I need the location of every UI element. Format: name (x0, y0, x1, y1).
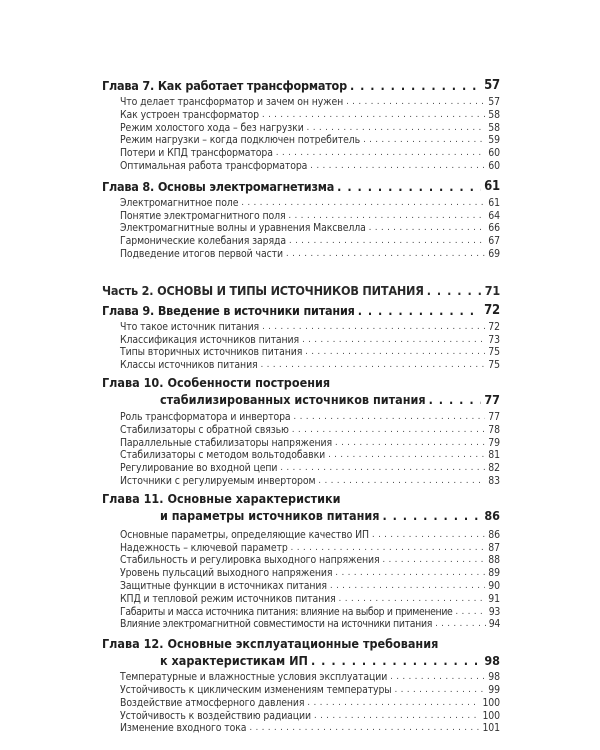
chapter-page: 72 (484, 302, 500, 318)
entry-title: Режим холостого хода – без нагрузки (120, 121, 304, 134)
chapter-title-line-2: к характеристикам ИП (160, 653, 308, 669)
leader-dots (289, 235, 485, 248)
leader-dots (261, 359, 486, 372)
toc-entry[interactable] (102, 109, 500, 122)
toc-entry[interactable] (102, 671, 500, 684)
entry-page: 73 (488, 333, 500, 346)
entry-title: Режим нагрузки – когда подключен потребитель (120, 134, 361, 147)
entry-title: Классификация источников питания (120, 333, 300, 346)
leader-dots (318, 475, 485, 488)
entry-page: 90 (488, 579, 500, 592)
chapter-page: 77 (484, 391, 500, 407)
chapter-page: 98 (484, 653, 500, 669)
toc-entry[interactable] (102, 684, 500, 697)
entry-title: Источники с регулируемым инвертором (120, 474, 316, 487)
toc-entry[interactable] (102, 222, 500, 235)
toc-entry[interactable] (102, 529, 500, 542)
toc-sections-ch8 (102, 197, 500, 261)
leader-dots (294, 411, 486, 424)
leader-dots (276, 147, 485, 160)
toc-entry[interactable] (102, 235, 500, 248)
entry-title: КПД и тепловой режим источников питания (120, 592, 336, 605)
chapter-page: 61 (484, 178, 500, 194)
entry-title: Стабилизаторы с методом вольтодобавки (120, 449, 326, 462)
part-page: 71 (484, 282, 500, 298)
entry-title: Классы источников питания (120, 359, 258, 372)
leader-dots (390, 671, 485, 684)
leader-dots (292, 424, 485, 437)
entry-page: 77 (488, 410, 500, 423)
toc-sections-ch9 (102, 321, 500, 372)
toc-entry[interactable] (102, 580, 500, 593)
chapter-title-line-1: Глава 12. Основные эксплуатационные требования (102, 636, 439, 652)
toc-entry[interactable] (102, 160, 500, 173)
entry-page: 93 (488, 605, 500, 618)
entry-title: Гармонические колебания заряда (120, 235, 286, 248)
chapter-page: 57 (484, 78, 500, 93)
entry-page: 83 (488, 474, 500, 487)
toc-entry[interactable] (102, 697, 500, 710)
toc-chapter-7[interactable] (102, 76, 500, 96)
entry-page: 67 (488, 235, 500, 248)
entry-page: 78 (488, 423, 500, 436)
toc-entry[interactable] (102, 334, 500, 347)
toc-entry[interactable] (102, 722, 500, 735)
entry-page: 98 (488, 671, 500, 684)
entry-page: 79 (488, 436, 500, 449)
entry-page: 91 (488, 592, 500, 605)
chapter-title: Глава 8. Основы электромагнетизма (102, 178, 335, 194)
leader-dots (339, 593, 486, 606)
chapter-title-line-2: и параметры источников питания (160, 507, 380, 523)
leader-dots (335, 437, 485, 450)
entry-page: 81 (488, 449, 500, 462)
entry-title: Надежность – ключевой параметр (120, 541, 288, 554)
toc-entry[interactable] (102, 542, 500, 555)
entry-title: Устойчивость к циклическим изменениям температуры (120, 683, 392, 696)
entry-title: Типы вторичных источников питания (120, 346, 303, 359)
entry-title: Потери и КПД трансформатора (120, 147, 273, 160)
entry-title: Уровень пульсаций выходного напряжения (120, 567, 333, 580)
toc-entry[interactable] (102, 321, 500, 334)
toc-entry[interactable] (102, 248, 500, 261)
entry-title: Электромагнитные волны и уравнения Максвелла (120, 222, 366, 235)
toc-entry[interactable] (102, 554, 500, 567)
entry-page: 59 (488, 134, 500, 147)
leader-dots (291, 542, 486, 555)
leader-dots (455, 606, 485, 619)
toc-chapter-12[interactable] (102, 636, 500, 670)
table-of-contents (102, 76, 500, 735)
entry-title: Что делает трансформатор и зачем он нужен (120, 96, 344, 108)
entry-title: Оптимальная работа трансформатора (120, 159, 308, 172)
toc-entry[interactable] (102, 567, 500, 580)
entry-page: 82 (488, 462, 500, 475)
toc-entry[interactable] (102, 197, 500, 210)
toc-entry[interactable] (102, 147, 500, 160)
leader-dots (286, 248, 485, 261)
entry-page: 87 (488, 541, 500, 554)
entry-title: Воздействие атмосферного давления (120, 696, 305, 709)
entry-page: 99 (488, 683, 500, 696)
leader-dots (335, 567, 485, 580)
toc-entry[interactable] (102, 606, 500, 619)
entry-page: 64 (488, 209, 500, 222)
toc-entry[interactable] (102, 710, 500, 723)
leader-dots (395, 684, 486, 697)
leader-dots (337, 177, 481, 197)
entry-title: Что такое источник питания (120, 320, 260, 333)
leader-dots (372, 529, 485, 542)
entry-title: Электромагнитное поле (120, 196, 239, 209)
leader-dots (314, 710, 479, 723)
leader-dots (307, 697, 479, 710)
chapter-page: 86 (484, 507, 500, 523)
entry-page: 58 (488, 108, 500, 121)
toc-entry[interactable] (102, 593, 500, 606)
entry-page: 57 (488, 96, 500, 108)
toc-entry[interactable] (102, 134, 500, 147)
leader-dots (289, 210, 486, 223)
leader-dots (369, 222, 486, 235)
leader-dots (328, 449, 485, 462)
toc-entry[interactable] (102, 359, 500, 372)
entry-title: Устойчивость к воздействию радиации (120, 709, 312, 722)
leader-dots (305, 346, 485, 359)
entry-title: Стабилизаторы с обратной связью (120, 423, 289, 436)
entry-title: Защитные функции в источниках питания (120, 579, 327, 592)
toc-entry[interactable] (102, 210, 500, 223)
toc-sections-ch11 (102, 529, 500, 631)
toc-entry[interactable] (102, 346, 500, 359)
entry-page: 100 (482, 696, 500, 709)
entry-page: 100 (482, 709, 500, 722)
entry-page: 72 (488, 320, 500, 333)
toc-chapter-11[interactable] (102, 491, 500, 525)
entry-page: 101 (482, 722, 500, 735)
entry-page: 94 (488, 618, 500, 631)
chapter-title-line-1: Глава 10. Особенности построения (102, 374, 331, 390)
entry-title: Понятие электромагнитного поля (120, 209, 286, 222)
toc-sections-ch12 (102, 671, 500, 735)
toc-entry[interactable] (102, 475, 500, 488)
entry-title: Изменение входного тока (120, 722, 247, 735)
entry-page: 58 (488, 121, 500, 134)
entry-page: 88 (488, 554, 500, 567)
leader-dots (249, 722, 479, 735)
chapter-title-line-2: стабилизированных источников питания (160, 391, 426, 407)
leader-dots (382, 554, 485, 567)
entry-page: 89 (488, 567, 500, 580)
toc-entry[interactable] (102, 437, 500, 450)
entry-title: Стабильность и регулировка выходного напряжения (120, 554, 380, 567)
toc-sections-ch7 (102, 96, 500, 173)
toc-chapter-8[interactable] (102, 177, 500, 197)
entry-title: Габариты и масса источника питания: влияние на выбор и применение (120, 605, 453, 618)
entry-page: 86 (488, 528, 500, 541)
leader-dots (427, 281, 482, 301)
chapter-title-line-1: Глава 11. Основные характеристики (102, 490, 341, 506)
leader-dots (382, 507, 481, 525)
entry-title: Регулирование во входной цепи (120, 462, 278, 475)
toc-entry[interactable] (102, 618, 500, 631)
entry-page: 60 (488, 147, 500, 160)
toc-chapter-9[interactable] (102, 301, 500, 321)
entry-title: Роль трансформатора и инвертора (120, 410, 291, 423)
leader-dots (346, 96, 485, 109)
entry-page: 75 (488, 346, 500, 359)
entry-page: 61 (488, 196, 500, 209)
leader-dots (262, 321, 485, 334)
entry-title: Основные параметры, определяющие качество ИП (120, 528, 369, 541)
leader-dots (280, 462, 485, 475)
chapter-title: Глава 9. Введение в источники питания (102, 302, 355, 318)
leader-dots (241, 197, 485, 210)
leader-dots (429, 391, 482, 409)
toc-part-2[interactable] (102, 281, 500, 301)
entry-title: Подведение итогов первой части (120, 247, 283, 260)
toc-entry[interactable] (102, 449, 500, 462)
entry-title: Как устроен трансформатор (120, 108, 259, 121)
leader-dots (350, 76, 481, 96)
entry-title: Параллельные стабилизаторы напряжения (120, 436, 332, 449)
entry-page: 69 (488, 247, 500, 260)
toc-chapter-10[interactable] (102, 375, 500, 409)
leader-dots (310, 160, 485, 173)
entry-page: 75 (488, 359, 500, 372)
leader-dots (262, 109, 485, 122)
entry-page: 60 (488, 159, 500, 172)
leader-dots (307, 122, 486, 135)
leader-dots (311, 652, 481, 670)
leader-dots (363, 134, 485, 147)
toc-entry[interactable] (102, 411, 500, 424)
toc-sections-ch10 (102, 411, 500, 488)
entry-page: 66 (488, 222, 500, 235)
toc-entry[interactable] (102, 424, 500, 437)
entry-title: Влияние электромагнитной совместимости на источники питания (120, 618, 433, 631)
leader-dots (330, 580, 485, 593)
toc-entry[interactable] (102, 96, 500, 109)
leader-dots (358, 301, 481, 321)
part-title: Часть 2. ОСНОВЫ И ТИПЫ ИСТОЧНИКОВ ПИТАНИЯ (102, 282, 424, 298)
chapter-title: Глава 7. Как работает трансформатор (102, 78, 347, 93)
leader-dots (435, 618, 486, 631)
entry-title: Температурные и влажностные условия эксплуатации (120, 671, 388, 684)
toc-entry[interactable] (102, 462, 500, 475)
toc-entry[interactable] (102, 122, 500, 135)
leader-dots (302, 334, 485, 347)
